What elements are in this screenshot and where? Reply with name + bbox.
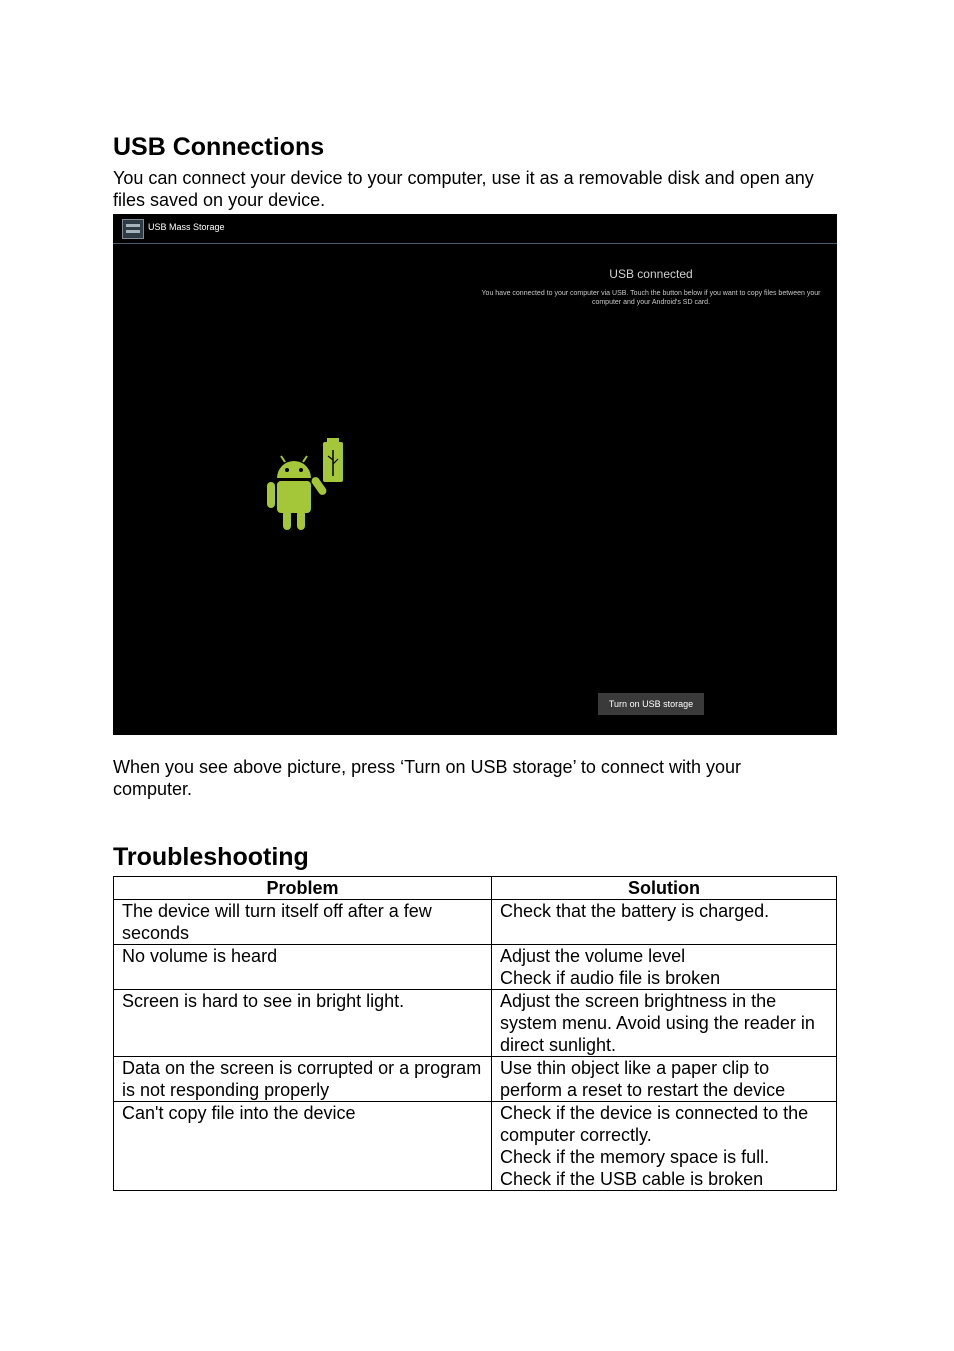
solution-cell [492, 900, 837, 945]
table-row [114, 1102, 837, 1191]
solution-line: Check if the device is connected to the computer correctly. [500, 1103, 809, 1145]
problem-cell: Can't copy file into the device [114, 1102, 492, 1191]
solution-line: Check if the USB cable is broken [500, 1169, 764, 1189]
usb-intro-paragraph: You can connect your device to your computer, use it as a removable disk and open any files saved on your device. [113, 168, 814, 210]
solution-line: Check if the memory space is full. [500, 1147, 770, 1167]
table-row [114, 900, 837, 945]
problem-cell: Data on the screen is corrupted or a program is not responding properly [114, 1057, 492, 1102]
problem-cell: Screen is hard to see in bright light. [114, 990, 492, 1057]
solution-line: Adjust the volume level [500, 946, 686, 966]
table-header-row [114, 877, 837, 900]
table-row [114, 990, 837, 1057]
usb-note-paragraph: When you see above picture, press ‘Turn on USB storage’ to connect with your computer. [113, 757, 741, 799]
usb-connections-heading: USB Connections [113, 133, 325, 161]
solution-cell [492, 945, 837, 990]
solution-column-header: Solution [492, 877, 837, 900]
solution-line: Check that the battery is charged. [500, 901, 770, 921]
solution-line: Check if audio file is broken [500, 968, 721, 988]
action-bar [113, 214, 837, 244]
usb-mass-storage-app-icon[interactable] [122, 219, 144, 239]
problem-cell: No volume is heard [114, 945, 492, 990]
usb-mass-storage-screenshot [113, 214, 837, 735]
usb-connected-title: USB connected [609, 267, 693, 281]
table-row [114, 1057, 837, 1102]
usb-connected-description: You have connected to your computer via USB. Touch the button below if you want to copy files between your computer and your Android's SD card. [481, 290, 821, 306]
table-row [114, 945, 837, 990]
action-bar-title: USB Mass Storage [148, 222, 225, 232]
turn-on-usb-storage-button[interactable]: Turn on USB storage [598, 693, 704, 715]
troubleshooting-table [113, 876, 837, 1191]
solution-cell [492, 1057, 837, 1102]
android-robot-usb-icon [263, 438, 353, 538]
problem-cell: The device will turn itself off after a few seconds [114, 900, 492, 945]
problem-column-header: Problem [114, 877, 492, 900]
solution-line: Use thin object like a paper clip to perform a reset to restart the device [500, 1058, 786, 1100]
solution-line: Adjust the screen brightness in the system menu. Avoid using the reader in direct sunlight. [500, 991, 815, 1055]
solution-cell [492, 1102, 837, 1191]
troubleshooting-heading: Troubleshooting [113, 843, 309, 871]
solution-cell [492, 990, 837, 1057]
